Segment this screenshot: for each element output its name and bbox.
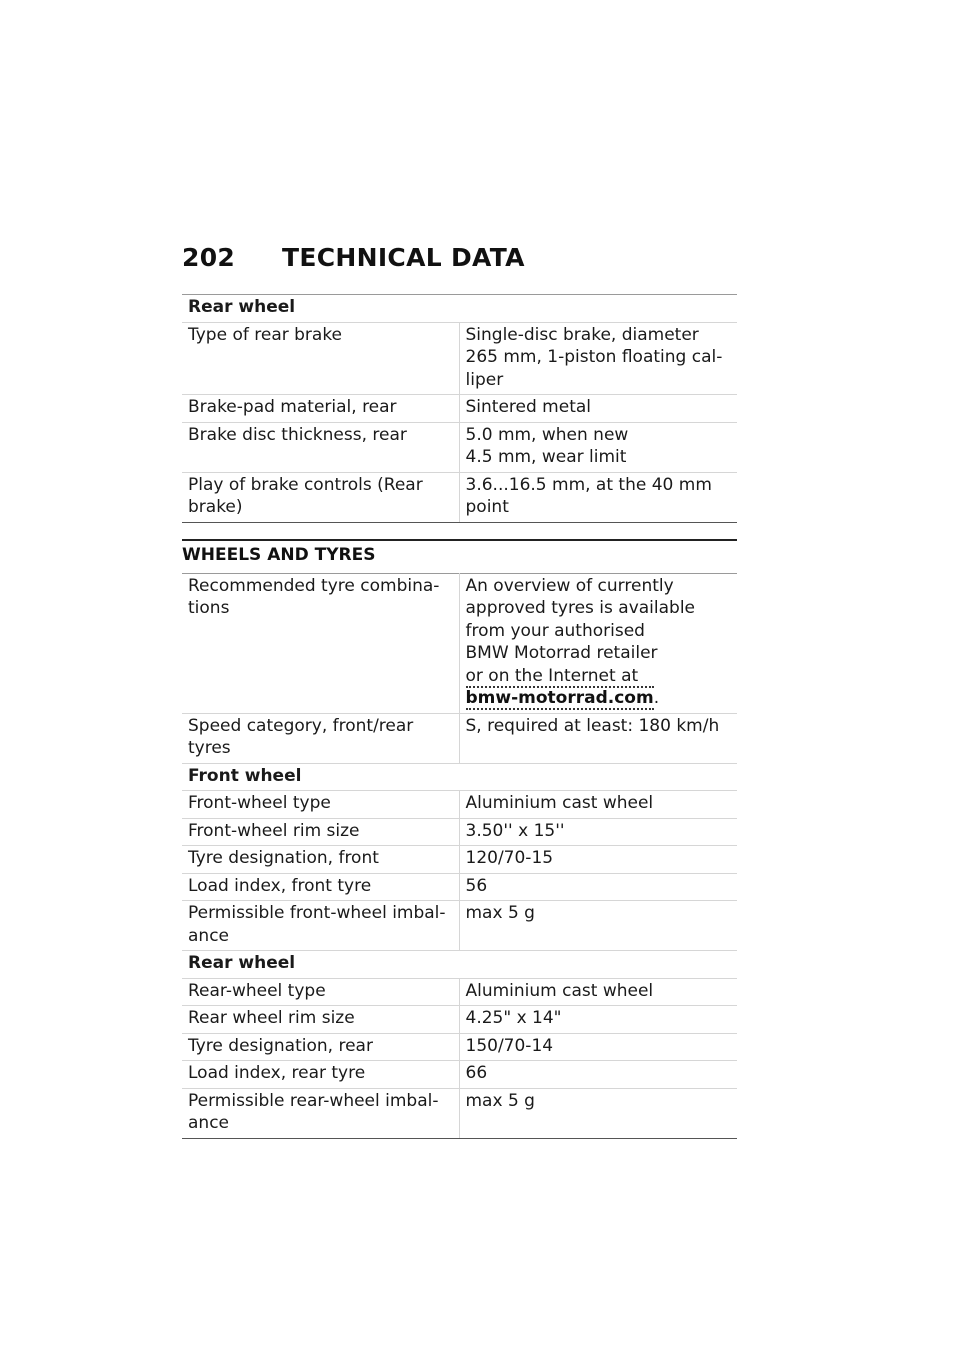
row-label: Type of rear brake (182, 322, 459, 395)
row-value (459, 322, 737, 395)
table-group-header (182, 951, 737, 979)
row-label (182, 713, 459, 763)
value-line: 4.5 mm, wear limit (465, 447, 627, 467)
row-value: Aluminium cast wheel (459, 791, 737, 819)
wheels-tyres-table (182, 573, 737, 1139)
value-line: point (465, 497, 509, 517)
value-line: An overview of currently (465, 575, 674, 596)
row-label: Tyre designation, front (182, 846, 459, 874)
value-line: liper (465, 369, 504, 390)
row-value: max 5 g (459, 1088, 737, 1138)
label-line: brake) (188, 497, 243, 517)
table-row (182, 818, 737, 846)
row-value: 3.50'' x 15'' (459, 818, 737, 846)
row-label: Load index, rear tyre (182, 1061, 459, 1089)
table-row (182, 1033, 737, 1061)
label-line: Permissible rear-wheel imbal- (188, 1090, 439, 1111)
value-line: approved tyres is available (465, 598, 696, 618)
value-line: from your authorised (465, 620, 645, 641)
content (182, 294, 737, 1139)
page-title: TECHNICAL DATA (282, 243, 525, 272)
value-line: BMW Motorrad retailer (465, 643, 658, 663)
row-label: Load index, front tyre (182, 873, 459, 901)
row-value: 150/70-14 (459, 1033, 737, 1061)
table-row (182, 395, 737, 423)
row-label: Brake-pad material, rear (182, 395, 459, 423)
rear-brake-table (182, 294, 737, 523)
section-title: WHEELS AND TYRES (182, 539, 737, 573)
row-value: 120/70-15 (459, 846, 737, 874)
value-line: 5.0 mm, when new (465, 424, 629, 445)
row-label (182, 573, 459, 713)
row-label: Rear wheel rim size (182, 1006, 459, 1034)
table-row (182, 1088, 737, 1138)
row-value: Aluminium cast wheel (459, 978, 737, 1006)
row-value (459, 573, 737, 713)
value-line: 265 mm, 1-piston floating cal- (465, 347, 723, 367)
row-value (459, 472, 737, 522)
value-line: Single-disc brake, diameter (465, 324, 699, 345)
row-value: S, required at least: 180 km/h (459, 713, 737, 763)
row-value: 4.25" x 14" (459, 1006, 737, 1034)
table-row (182, 322, 737, 395)
label-line: Play of brake controls (Rear (188, 474, 423, 495)
table-row (182, 978, 737, 1006)
row-label: Brake disc thickness, rear (182, 422, 459, 472)
website-link[interactable]: bmw-motorrad.com (465, 688, 654, 708)
table-row (182, 901, 737, 951)
table-row (182, 873, 737, 901)
label-line: Permissible front-wheel imbal- (188, 903, 446, 923)
group-title: Rear wheel (182, 295, 737, 323)
row-value: 56 (459, 873, 737, 901)
table-group-header (182, 763, 737, 791)
table-row (182, 573, 737, 713)
group-title: Front wheel (182, 763, 737, 791)
row-label: Tyre designation, rear (182, 1033, 459, 1061)
row-label (182, 472, 459, 522)
value-line (466, 687, 732, 710)
table-row (182, 1061, 737, 1089)
row-value (459, 422, 737, 472)
group-title: Rear wheel (182, 951, 737, 979)
table-row (182, 846, 737, 874)
table-row (182, 713, 737, 763)
label-line: ance (188, 925, 229, 946)
value-line: 3.6...16.5 mm, at the 40 mm (465, 474, 712, 495)
value-line: or on the Internet at (465, 665, 639, 686)
page-number: 202 (182, 243, 236, 272)
row-label: Rear-wheel type (182, 978, 459, 1006)
row-value: max 5 g (459, 901, 737, 951)
row-label: Front-wheel rim size (182, 818, 459, 846)
table-group-header (182, 295, 737, 323)
row-label (182, 1088, 459, 1138)
link-suffix: . (653, 688, 660, 708)
row-label: Front-wheel type (182, 791, 459, 819)
label-line: tyres (188, 738, 231, 758)
table-row (182, 472, 737, 522)
label-line: Recommended tyre combina- (188, 575, 440, 596)
table-row (182, 791, 737, 819)
label-line: tions (188, 598, 230, 618)
row-label (182, 901, 459, 951)
label-line: Speed category, front/rear (188, 715, 414, 736)
table-row (182, 422, 737, 472)
row-value: Sintered metal (459, 395, 737, 423)
row-value: 66 (459, 1061, 737, 1089)
label-line: ance (188, 1113, 229, 1133)
page-header (182, 243, 525, 272)
table-row (182, 1006, 737, 1034)
